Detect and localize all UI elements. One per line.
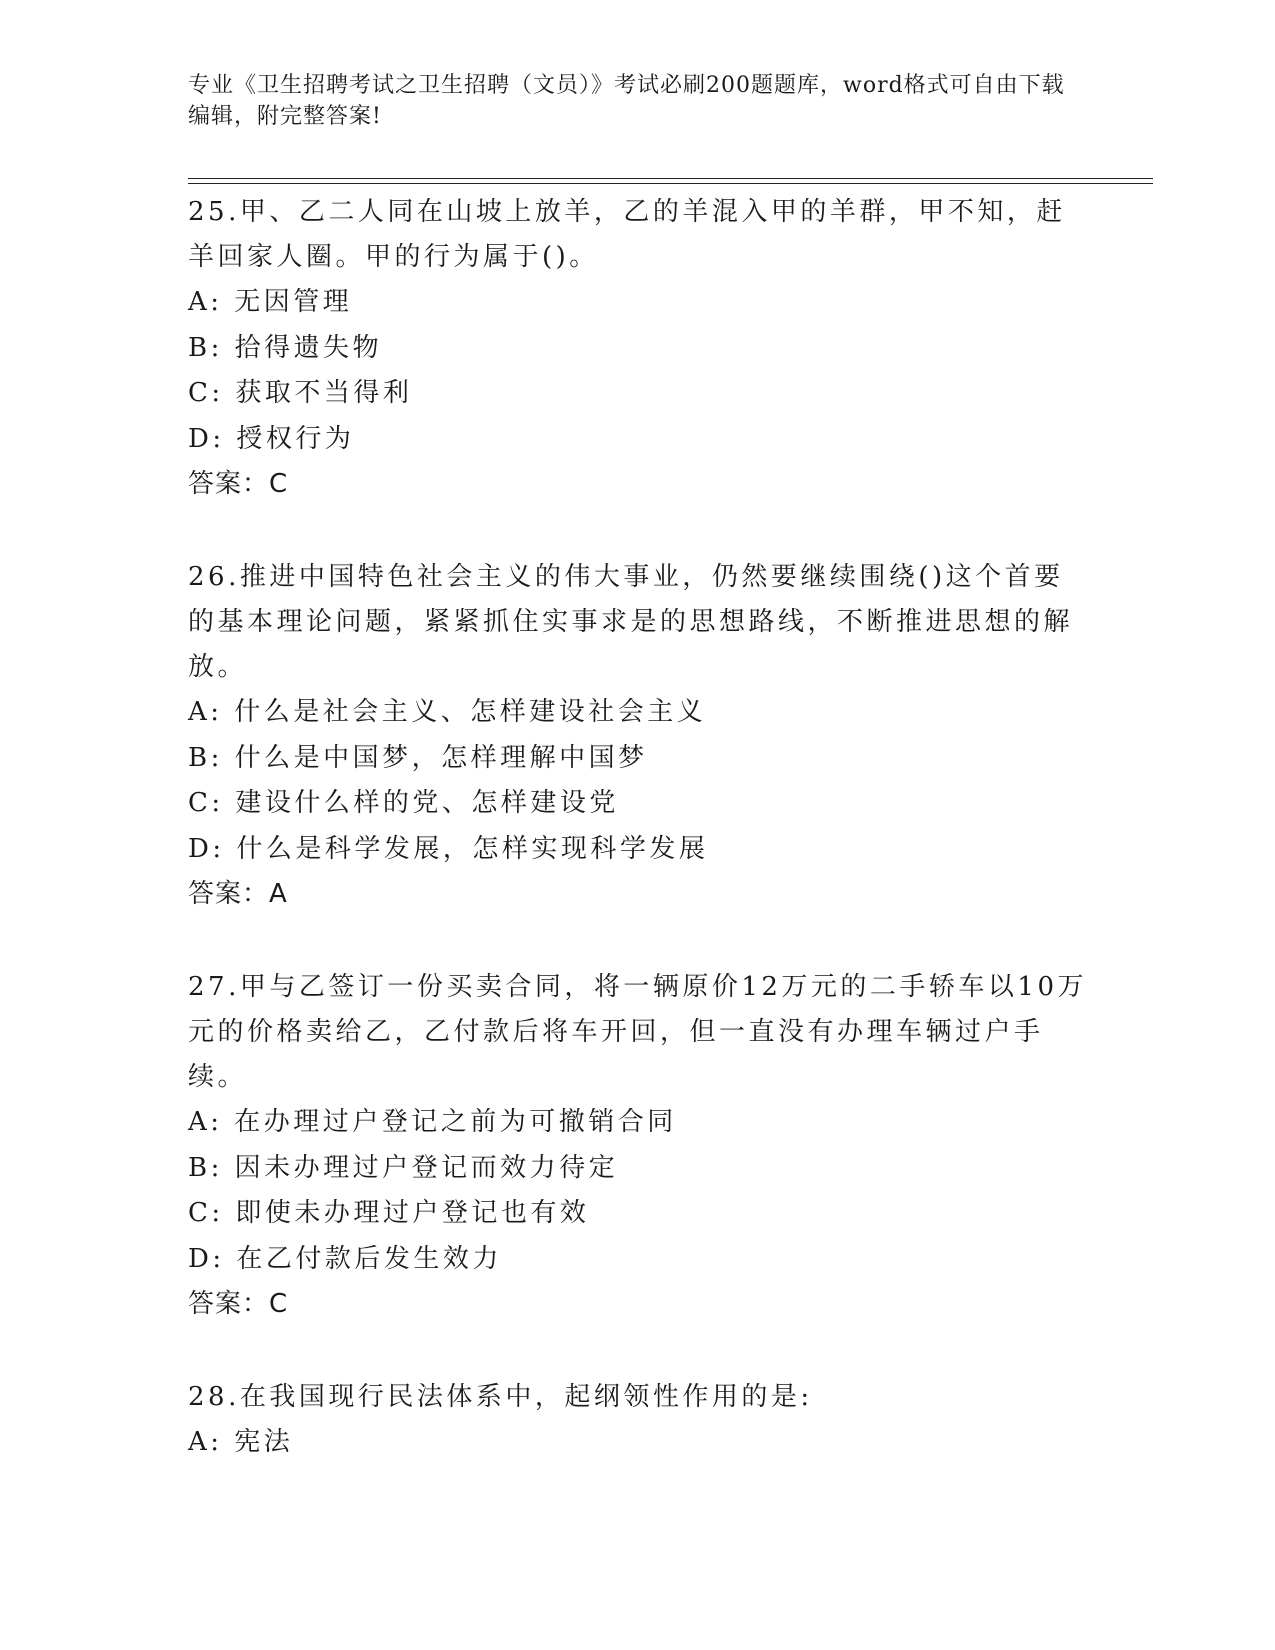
question-25 <box>188 190 1088 507</box>
option-b: B: 拾得遗失物 <box>188 332 383 363</box>
answer: 答案：A <box>188 879 288 909</box>
option-a: A: 在办理过户登记之前为可撤销合同 <box>188 1107 677 1137</box>
option-a: A: 宪法 <box>188 1427 294 1457</box>
option-d: D: 什么是科学发展，怎样实现科学发展 <box>188 833 709 864</box>
option-a: A: 什么是社会主义、怎样建设社会主义 <box>188 697 707 727</box>
question-27 <box>188 965 1088 1327</box>
option-c: C: 建设什么样的党、怎样建设党 <box>188 788 619 818</box>
option-c: C: 即使未办理过户登记也有效 <box>188 1198 590 1228</box>
question-stem: 27.甲与乙签订一份买卖合同，将一辆原价12万元的二手轿车以10万元的价格卖给乙，乙付款后将车开回，但一直没有办理车辆过户手续。 <box>188 972 1088 1092</box>
option-c: C: 获取不当得利 <box>188 378 413 408</box>
document-header <box>188 70 1068 132</box>
option-a: A: 无因管理 <box>188 287 353 317</box>
option-d: D: 授权行为 <box>188 423 355 454</box>
question-stem: 28.在我国现行民法体系中，起纲领性作用的是: <box>188 1382 813 1412</box>
question-stem: 25.甲、乙二人同在山坡上放羊，乙的羊混入甲的羊群，甲不知，赶羊回家人圈。甲的行为属于()。 <box>188 197 1066 272</box>
question-26 <box>188 555 1088 917</box>
question-stem: 26.推进中国特色社会主义的伟大事业，仍然要继续围绕()这个首要的基本理论问题，紧紧抓住实事求是的思想路线，不断推进思想的解放。 <box>188 562 1074 682</box>
answer: 答案：C <box>188 1289 289 1319</box>
header-divider-top <box>188 178 1153 179</box>
answer: 答案：C <box>188 469 289 499</box>
question-list <box>188 190 1088 1466</box>
header-divider-bottom <box>188 183 1153 184</box>
option-d: D: 在乙付款后发生效力 <box>188 1243 502 1274</box>
question-28 <box>188 1375 1088 1466</box>
header-text: 专业《卫生招聘考试之卫生招聘（文员）》考试必刷200题题库，word格式可自由下载编辑，附完整答案! <box>188 73 1065 129</box>
option-b: B: 什么是中国梦，怎样理解中国梦 <box>188 742 648 773</box>
option-b: B: 因未办理过户登记而效力待定 <box>188 1152 619 1183</box>
